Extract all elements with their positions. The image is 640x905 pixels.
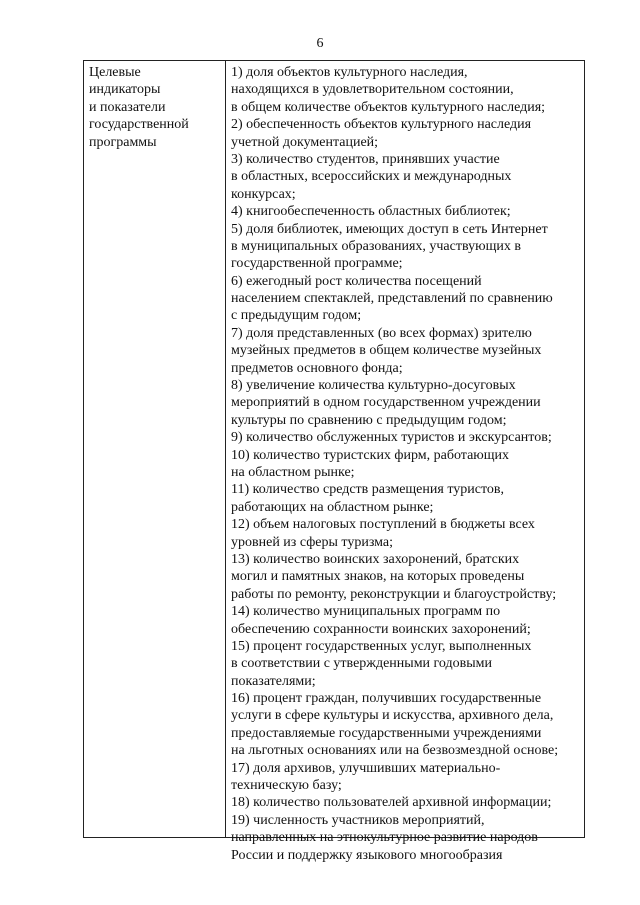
indicator-line: 11) количество средств размещения туристов, (231, 482, 505, 498)
indicator-line: уровней из сферы туризма; (231, 534, 394, 550)
indicator-line: с предыдущим годом; (231, 308, 362, 324)
indicator-line: находящихся в удовлетворительном состоянии, (231, 82, 514, 98)
indicator-line: на льготных основаниях или на безвозмездной основе; (231, 743, 559, 759)
indicator-line: музейных предметов в общем количестве музейных (231, 343, 542, 359)
indicator-line: 1) доля объектов культурного наследия, (231, 65, 468, 80)
row-label-line: индикаторы (89, 82, 161, 98)
indicator-line: в соответствии с утвержденными годовыми (231, 656, 493, 672)
indicator-line: могил и памятных знаков, на которых проведены (231, 569, 525, 585)
page-number: 6 (316, 36, 324, 51)
indicator-line: в муниципальных образованиях, участвующих в (231, 238, 521, 254)
indicator-line: 12) объем налоговых поступлений в бюджеты всех (231, 517, 535, 533)
indicator-line: конкурсах; (231, 186, 296, 202)
indicator-line: России и поддержку языкового многообразия (231, 847, 503, 863)
row-label-cell (89, 64, 223, 151)
indicator-line: предоставляемые государственными учреждениями (231, 725, 542, 741)
indicator-line: на областном рынке; (231, 464, 355, 480)
indicator-line: работы по ремонту, реконструкции и благоустройству; (231, 586, 557, 602)
indicator-line: учетной документацией; (231, 134, 379, 150)
indicator-line: 8) увеличение количества культурно-досуговых (231, 378, 516, 394)
indicator-line: предметов основного фонда; (231, 360, 403, 376)
indicator-line: 5) доля библиотек, имеющих доступ в сеть Интернет (231, 221, 548, 237)
row-label-line: государственной (89, 117, 189, 133)
indicator-line: услуги в сфере культуры и искусства, архивного дела, (231, 708, 554, 724)
indicator-line: 16) процент граждан, получивших государственные (231, 691, 542, 707)
column-divider (225, 61, 226, 837)
indicator-line: 15) процент государственных услуг, выполненных (231, 638, 532, 654)
indicators-table (83, 60, 585, 863)
indicator-line: 17) доля архивов, улучшивших материально- (231, 760, 501, 776)
indicator-line: мероприятий в одном государственном учреждении (231, 395, 541, 411)
indicator-line: направленных на этнокультурное развитие народов (231, 830, 538, 846)
indicator-line: работающих на областном рынке; (231, 499, 434, 515)
indicator-line: культуры по сравнению с предыдущим годом; (231, 412, 507, 428)
indicator-line: населением спектаклей, представлений по сравнению (231, 291, 553, 307)
indicator-line: государственной программе; (231, 256, 403, 272)
indicator-line: техническую базу; (231, 778, 342, 794)
indicator-line: 14) количество муниципальных программ по (231, 604, 501, 620)
indicator-line: в областных, всероссийских и международных (231, 169, 512, 185)
indicator-line: показателями; (231, 673, 316, 689)
indicator-line: 6) ежегодный рост количества посещений (231, 273, 482, 289)
indicator-line: 7) доля представленных (во всех формах) зрителю (231, 325, 532, 341)
row-label-line: программы (89, 134, 157, 150)
indicator-line: в общем количестве объектов культурного наследия; (231, 99, 546, 115)
indicator-line: 19) численность участников мероприятий, (231, 812, 485, 828)
row-label-line: и показатели (89, 99, 166, 115)
indicator-line: 4) книгообеспеченность областных библиотек; (231, 204, 511, 220)
indicator-line: 13) количество воинских захоронений, братских (231, 551, 520, 567)
indicator-line: 2) обеспеченность объектов культурного наследия (231, 117, 532, 133)
indicator-line: 10) количество туристских фирм, работающих (231, 447, 510, 463)
indicator-line: 3) количество студентов, принявших участие (231, 151, 500, 167)
indicator-line: 9) количество обслуженных туристов и экскурсантов; (231, 430, 552, 446)
indicator-line: обеспечению сохранности воинских захоронений; (231, 621, 531, 637)
indicators-list-cell (231, 64, 583, 864)
row-label-line: Целевые (89, 65, 141, 80)
indicator-line: 18) количество пользователей архивной информации; (231, 795, 552, 811)
